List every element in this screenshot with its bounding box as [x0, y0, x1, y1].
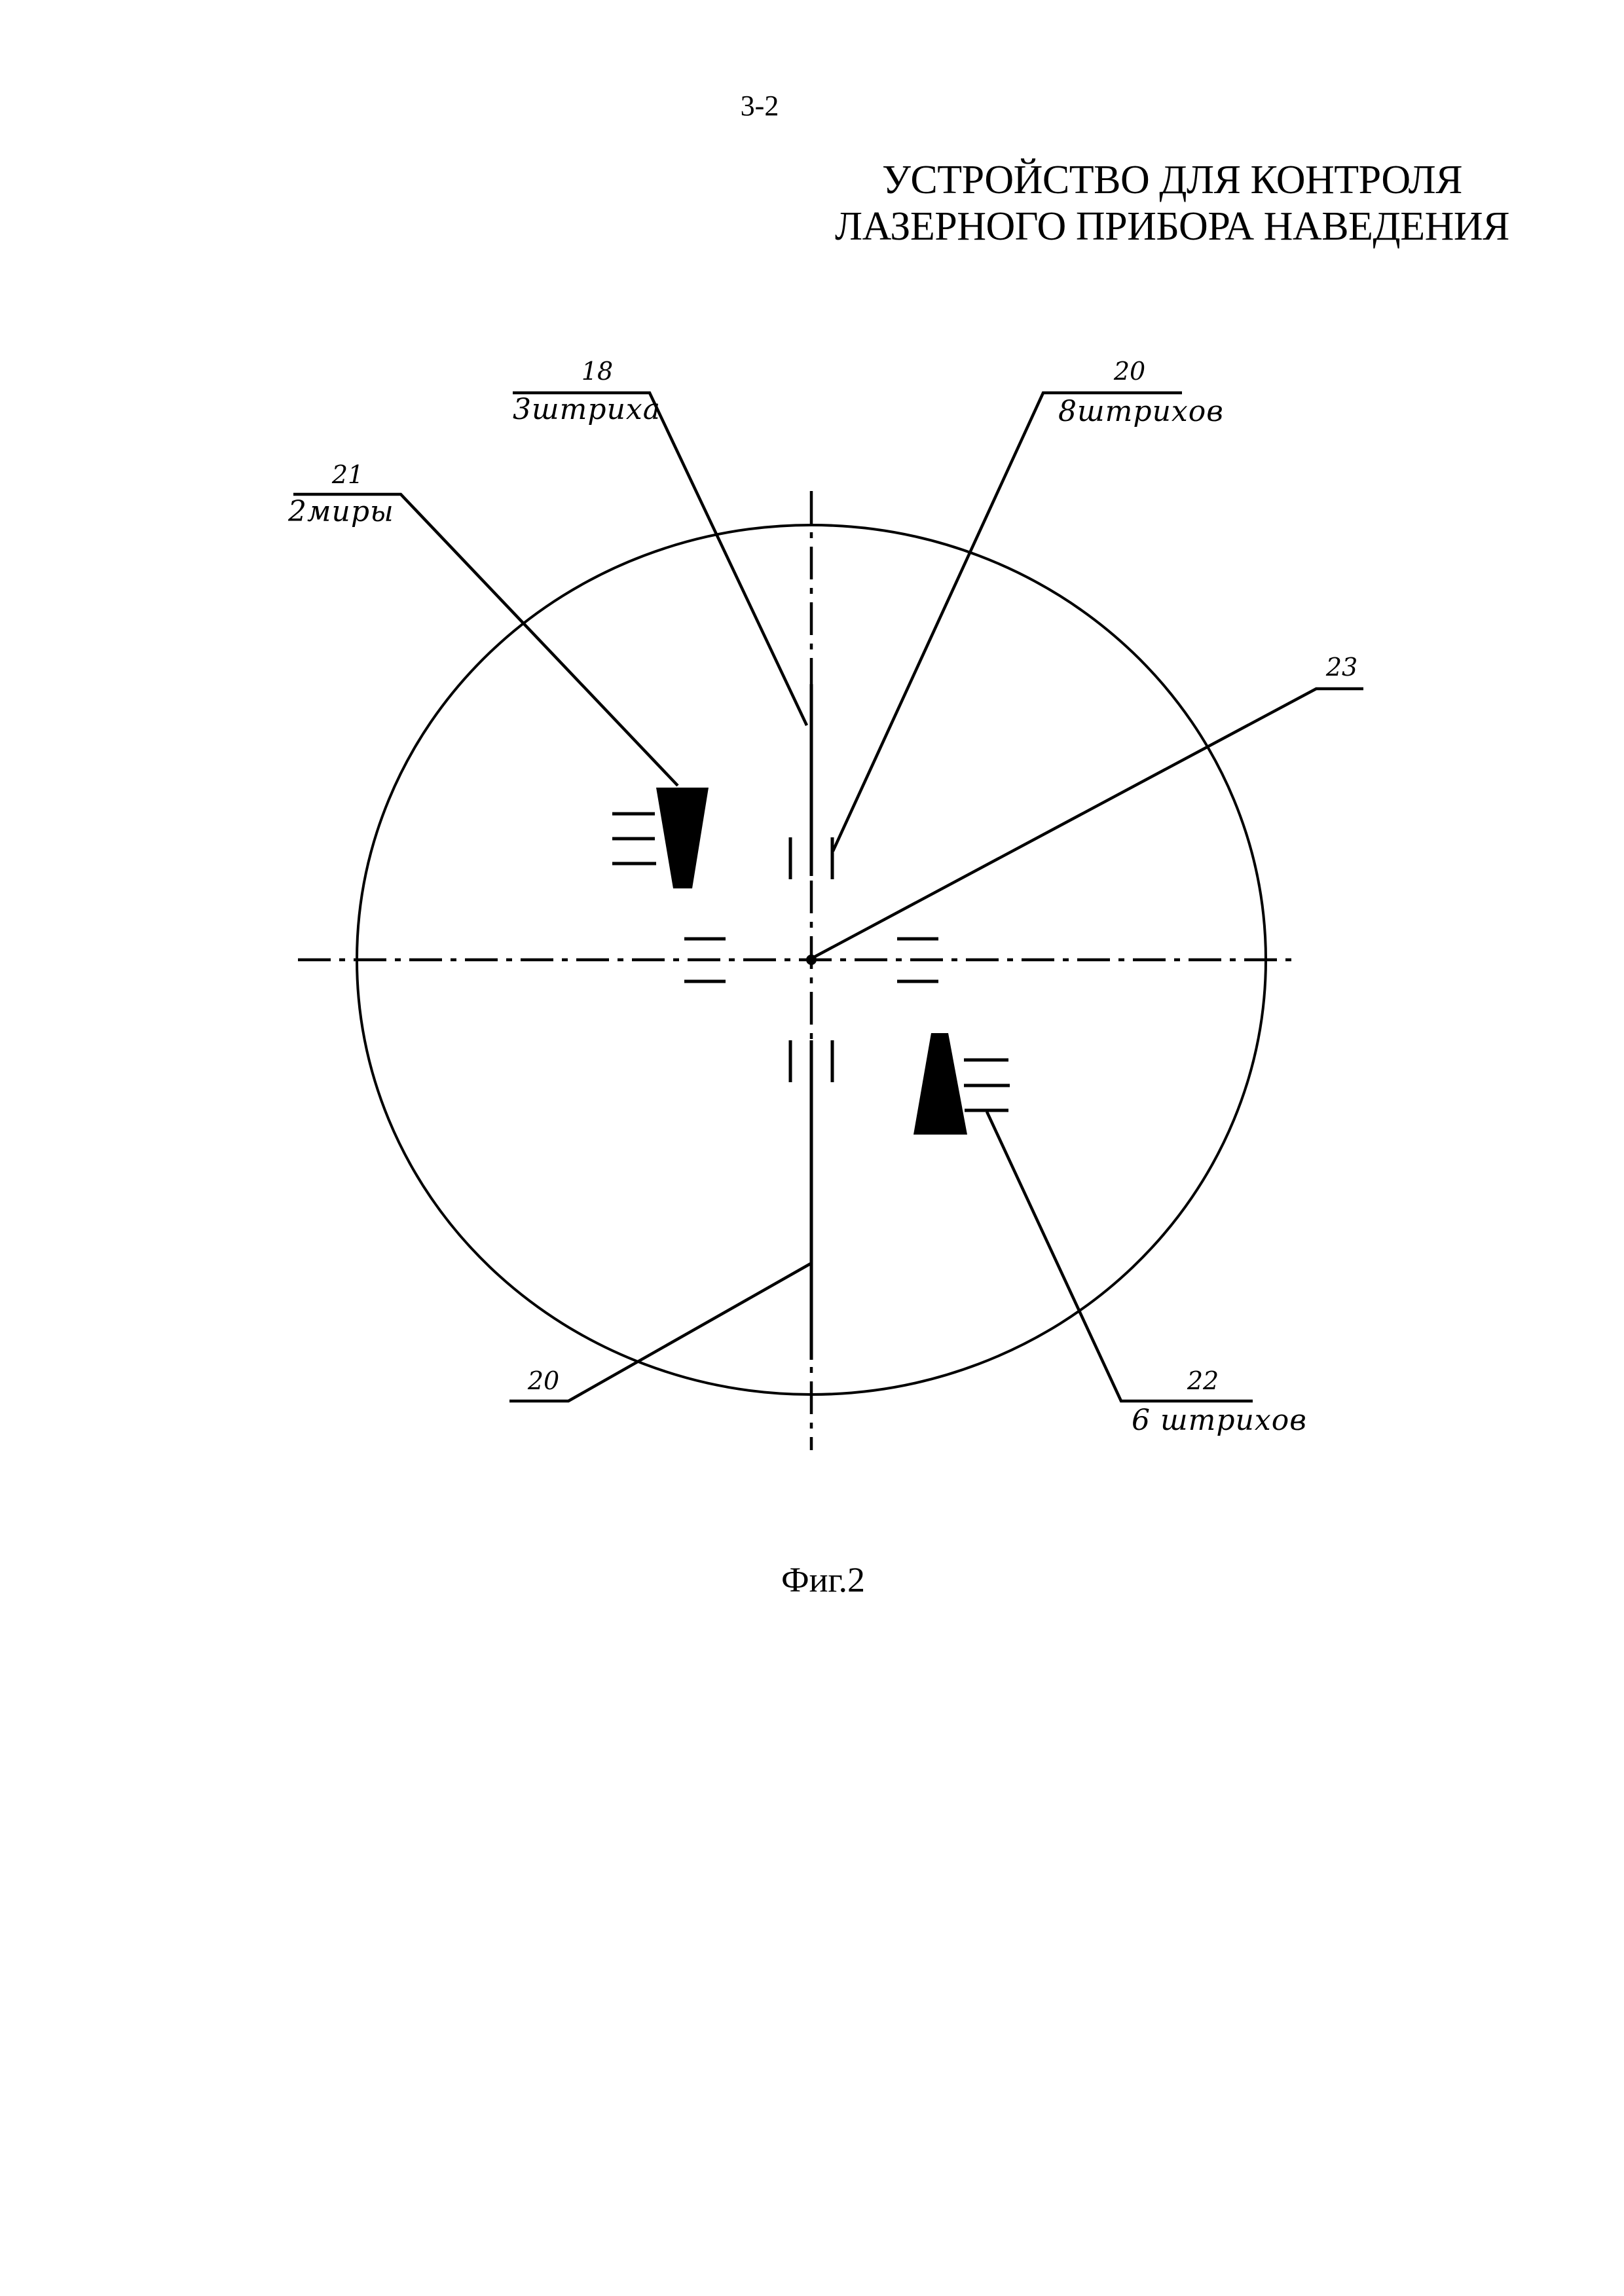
callout-18-number: 18	[581, 357, 614, 386]
callout-21-number: 21	[331, 460, 364, 489]
leader-22	[987, 1112, 1253, 1401]
leader-21	[293, 494, 678, 786]
leader-20-top	[833, 393, 1182, 851]
leader-18	[513, 393, 807, 725]
callout-22-number: 22	[1187, 1366, 1219, 1395]
callout-23-number: 23	[1325, 653, 1358, 682]
figure-caption: Фиг.2	[781, 1560, 866, 1599]
callout-22-note: 6 штрихов	[1132, 1404, 1307, 1437]
patent-title-line2: ЛАЗЕРНОГО ПРИБОРА НАВЕДЕНИЯ	[835, 204, 1509, 249]
callout-18-note: 3штриха	[513, 393, 661, 426]
callout-20-bottom-number: 20	[527, 1366, 560, 1395]
callout-21-note: 2миры	[288, 495, 394, 528]
right-mira	[913, 1033, 967, 1135]
callout-20-top-note: 8штрихов	[1058, 395, 1224, 428]
left-mira	[656, 788, 709, 888]
page-number: 3-2	[740, 90, 779, 122]
callout-20-top-number: 20	[1113, 357, 1146, 386]
leader-23	[813, 689, 1363, 958]
patent-title-line1: УСТРОЙСТВО ДЛЯ КОНТРОЛЯ	[881, 158, 1463, 202]
